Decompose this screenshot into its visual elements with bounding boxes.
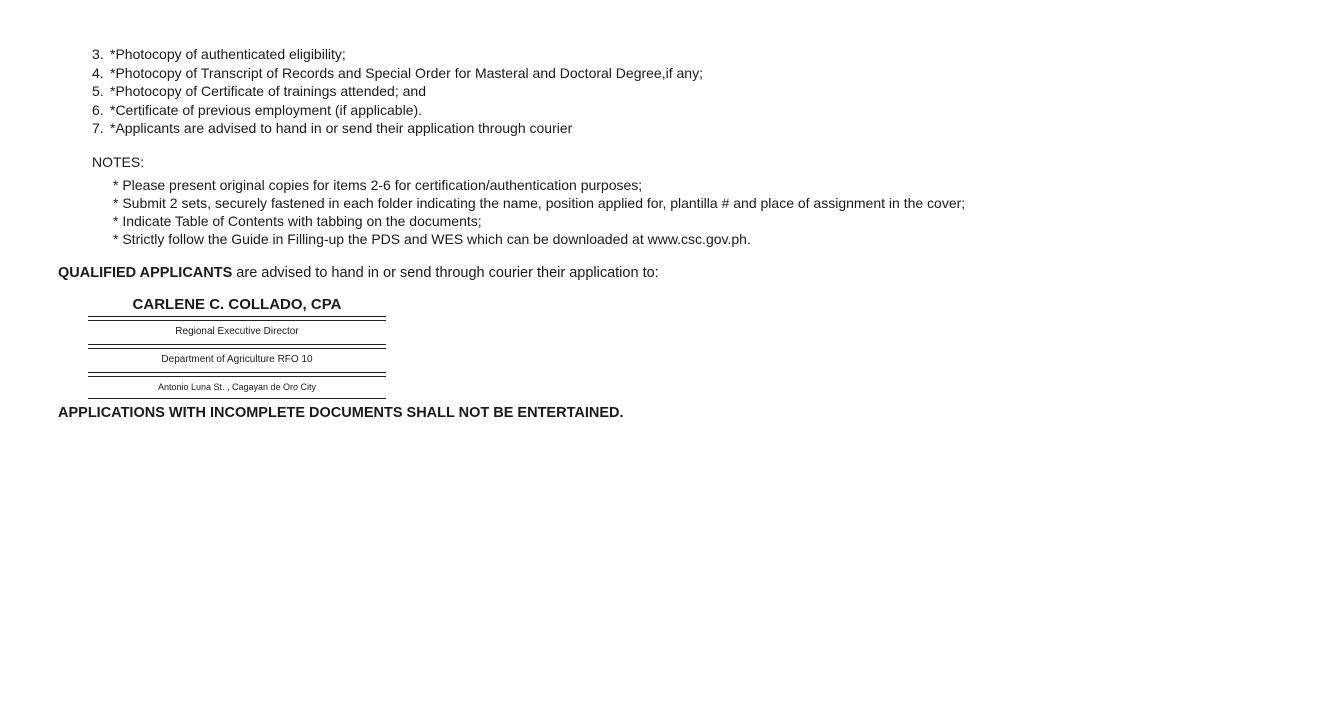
requirement-number: 4. — [92, 64, 104, 81]
requirement-number: 5. — [92, 83, 104, 99]
notes-heading: NOTES: — [92, 154, 145, 170]
requirement-number: 7. — [92, 120, 104, 136]
qualified-applicants-text: are advised to hand in or send through courier their application to: — [232, 265, 659, 281]
qualified-applicants-statement — [58, 265, 659, 281]
requirement-text: *Certificate of previous employment (if applicable). — [110, 101, 423, 118]
note-item: * Strictly follow the Guide in Filling-up the PDS and WES which can be downloaded at www.csc.gov.ph. — [113, 231, 751, 247]
notes-list — [113, 176, 965, 248]
address-block — [88, 295, 386, 399]
incomplete-documents-warning: APPLICATIONS WITH INCOMPLETE DOCUMENTS SHALL NOT BE ENTERTAINED. — [58, 405, 624, 421]
divider — [88, 398, 386, 399]
requirement-text: *Photocopy of Transcript of Records and Special Order for Masteral and Doctoral Degree,if any; — [110, 64, 703, 81]
requirement-item — [92, 64, 703, 83]
requirement-item — [92, 45, 703, 64]
note-item: * Submit 2 sets, securely fastened in each folder indicating the name, position applied for, plantilla # and place of assignment in the cover; — [113, 195, 966, 211]
requirement-number: 6. — [92, 101, 104, 118]
requirement-text: *Photocopy of Certificate of trainings attended; and — [110, 83, 426, 99]
requirement-text: *Photocopy of authenticated eligibility; — [110, 46, 346, 62]
requirement-item — [92, 82, 703, 101]
recipient-office: Department of Agriculture RFO 10 — [161, 354, 313, 365]
requirement-text: *Applicants are advised to hand in or send their application through courier — [110, 120, 573, 136]
recipient-name: CARLENE C. COLLADO, CPA — [132, 296, 342, 313]
note-item: * Indicate Table of Contents with tabbing on the documents; — [113, 213, 482, 229]
note-item: * Please present original copies for items 2-6 for certification/authentication purposes; — [113, 177, 643, 193]
qualified-applicants-bold: QUALIFIED APPLICANTS — [58, 265, 233, 281]
requirements-list — [92, 45, 703, 138]
requirement-number: 3. — [92, 46, 104, 62]
requirement-item — [92, 101, 703, 120]
recipient-position: Regional Executive Director — [175, 326, 299, 337]
recipient-street: Antonio Luna St. , Cagayan de Oro City — [157, 382, 317, 392]
requirement-item — [92, 119, 703, 138]
